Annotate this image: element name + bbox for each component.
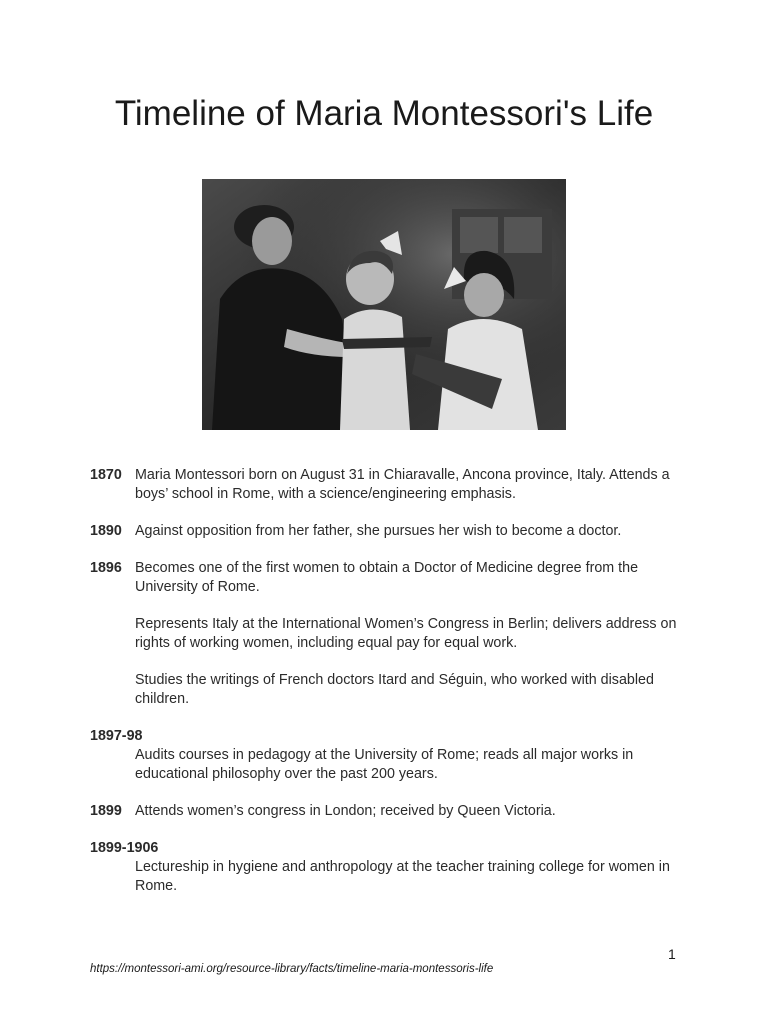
timeline-year: 1897-98: [90, 728, 143, 744]
timeline-year: 1870: [90, 467, 122, 483]
timeline-entry-1896: [90, 559, 690, 709]
timeline-entry-1890: [90, 522, 690, 541]
timeline-text: Maria Montessori born on August 31 in Chiaravalle, Ancona province, Italy. Attends a boys’ school in Rome, with a science/engineering emphasis.: [135, 467, 670, 502]
timeline-entry-1899: [90, 802, 690, 821]
timeline-text: Audits courses in pedagogy at the University of Rome; reads all major works in educational philosophy over the past 200 years.: [135, 747, 634, 782]
timeline-text: Studies the writings of French doctors Itard and Séguin, who worked with disabled children.: [135, 672, 654, 707]
timeline-year: 1896: [90, 560, 122, 576]
timeline-entry-1897-98: [90, 727, 690, 784]
page-title: Timeline of Maria Montessori's Life: [114, 94, 654, 133]
source-url[interactable]: https://montessori-ami.org/resource-library/facts/timeline-maria-montessoris-life: [90, 963, 494, 975]
timeline-year: 1899-1906: [90, 840, 159, 856]
timeline-text: Attends women’s congress in London; received by Queen Victoria.: [135, 803, 556, 819]
timeline-year: 1890: [90, 523, 122, 539]
page-number: 1: [668, 946, 676, 962]
historical-photo: [202, 179, 566, 430]
timeline-entry-1899-1906: [90, 839, 690, 896]
timeline-text: Becomes one of the first women to obtain a Doctor of Medicine degree from the University of Rome.: [135, 560, 639, 595]
timeline-year: 1899: [90, 803, 122, 819]
timeline-text: Lectureship in hygiene and anthropology at the teacher training college for women in Rome.: [135, 859, 670, 894]
timeline: [90, 466, 690, 914]
timeline-text: Represents Italy at the International Women’s Congress in Berlin; delivers address on rights of working women, including equal pay for equal work.: [135, 616, 677, 651]
timeline-entry-1870: [90, 466, 690, 504]
timeline-text: Against opposition from her father, she pursues her wish to become a doctor.: [135, 523, 622, 539]
